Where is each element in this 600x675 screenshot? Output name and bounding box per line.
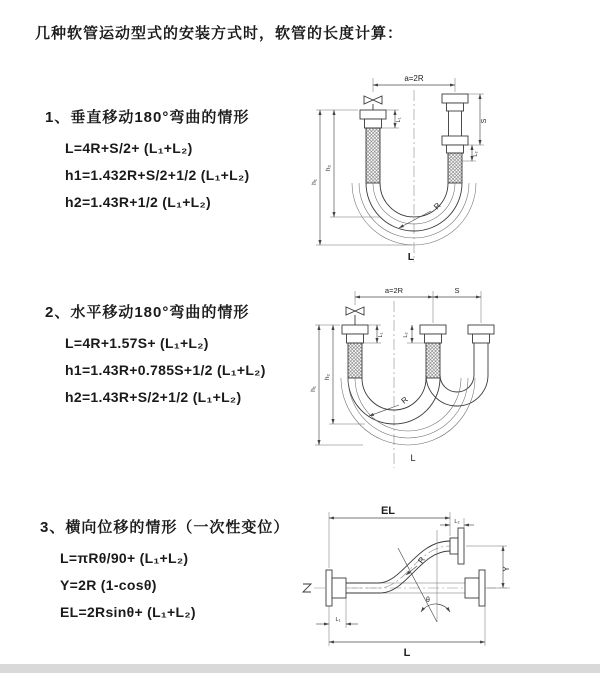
- section-2-heading: 2、水平移动180°弯曲的情形: [45, 304, 250, 321]
- section-3: [40, 516, 289, 626]
- section-3-formula-L: L=πRθ/90+ (L₁+L₂): [60, 550, 189, 566]
- dim-el: [329, 505, 450, 568]
- dim-label-h1: h₁: [310, 386, 317, 392]
- u-bend-envelope: [341, 378, 475, 445]
- dim-label-a2r: a=2R: [384, 286, 404, 295]
- diagram-horizontal-180: [303, 283, 595, 478]
- dim-label-l2: L₂: [473, 151, 479, 157]
- dim-label-l: L: [407, 251, 415, 263]
- u-bend-shifted: [426, 375, 488, 406]
- section-1-formula-h1: h1=1.432R+S/2+1/2 (L₁+L₂): [65, 167, 250, 183]
- valve-icon: [364, 96, 382, 110]
- diagram-vertical-180: [300, 70, 590, 265]
- dim-label-el: EL: [380, 505, 396, 517]
- valve-icon: [346, 307, 364, 325]
- pipe-break-icon: [303, 584, 311, 592]
- scan-edge-strip: [0, 664, 600, 673]
- radius-construction: [398, 530, 450, 622]
- dim-label-r: R: [416, 555, 427, 566]
- dim-label-r: R: [432, 200, 443, 212]
- radius-callout: [369, 395, 410, 416]
- radius-callout: [406, 555, 427, 575]
- dim-label-l: L: [403, 647, 411, 659]
- left-hose-end: [360, 110, 386, 183]
- section-2-formula-L: L=4R+1.57S+ (L₁+L₂): [65, 335, 209, 351]
- dim-a2r: [355, 286, 481, 323]
- section-3-formula-EL: EL=2Rsinθ+ (L₁+L₂): [60, 604, 196, 620]
- dim-label-h2: h₂: [325, 164, 332, 172]
- section-1-formula-L: L=4R+S/2+ (L₁+L₂): [65, 140, 193, 156]
- dim-label-h1: h₁: [311, 179, 318, 185]
- dim-label-theta: θ: [426, 597, 430, 604]
- right-hose-end: [442, 94, 468, 183]
- dim-l2: [462, 145, 479, 161]
- dim-label-l2: L₂: [454, 519, 460, 525]
- dim-label-l: L: [410, 453, 416, 463]
- shifted-hose-end: [468, 325, 494, 375]
- page-title: 几种软管运动型式的安装方式时，软管的长度计算：: [35, 25, 404, 42]
- dim-label-s: S: [481, 118, 488, 124]
- dim-label-l2: L₂: [403, 332, 409, 338]
- section-2: [45, 301, 266, 411]
- middle-hose-end: [420, 325, 446, 378]
- dim-label-a2r: a=2R: [404, 74, 424, 83]
- section-1-heading: 1、垂直移动180°弯曲的情形: [45, 109, 250, 126]
- section-3-heading: 3、横向位移的情形（一次性变位）: [40, 519, 290, 536]
- dim-label-l1: L₁: [335, 617, 341, 623]
- left-hose-end: [342, 325, 368, 378]
- left-flange: [326, 570, 346, 606]
- dim-label-y: Y: [502, 566, 511, 572]
- radius-callout: [399, 201, 443, 228]
- section-3-formula-Y: Y=2R (1-cosθ): [60, 577, 157, 593]
- dim-label-s: S: [454, 286, 460, 295]
- section-1-formula-h2: h2=1.43R+1/2 (L₁+L₂): [65, 194, 212, 210]
- dim-label-l1: L₁: [378, 332, 384, 338]
- section-2-formula-h2: h2=1.43R+S/2+1/2 (L₁+L₂): [65, 389, 242, 405]
- dim-s: [433, 286, 481, 297]
- section-1: [45, 106, 250, 216]
- dim-l: [329, 606, 485, 659]
- dim-label-r: R: [399, 394, 410, 406]
- dim-h1: [311, 110, 412, 245]
- dim-l1: [316, 598, 358, 628]
- dim-a2r: [373, 74, 455, 92]
- dim-label-h2: h₂: [324, 373, 331, 381]
- section-2-formula-h1: h1=1.43R+0.785S+1/2 (L₁+L₂): [65, 362, 266, 378]
- dim-s: [468, 94, 488, 145]
- dim-l2: [440, 518, 474, 530]
- dim-label-l1: L₁: [396, 117, 402, 123]
- diagram-lateral-displacement: [300, 500, 600, 660]
